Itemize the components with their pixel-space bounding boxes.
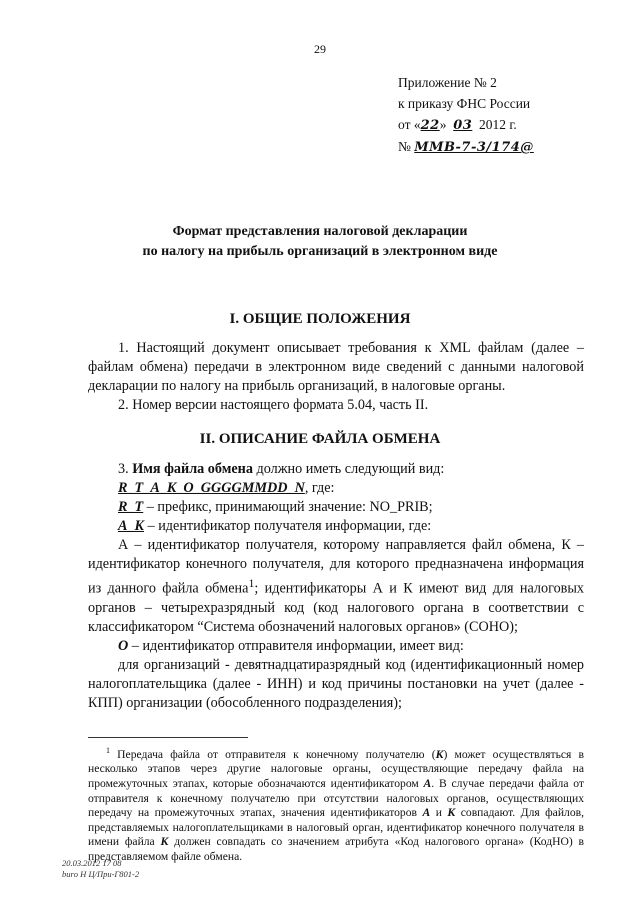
footnote-divider [88,737,248,738]
rt-definition [88,498,584,517]
appendix-date-line [398,114,534,136]
footnote-text [88,744,584,865]
date-year: 2012 г. [479,117,517,132]
a-text-2: ; идентификаторы А и К имеют вид для налоговых органов – четырехразрядный код (код налогового органа в соответствии с классификатором “Система обозначений налоговых органов» (СОНО); [88,580,584,635]
p3-bold-term: Имя файла обмена [132,461,253,477]
stamp-line-2: bиrо Н Ц/При-Г801-2 [62,869,140,879]
rt-code: R_T [118,499,144,515]
footnote-k: К [447,806,456,820]
handwritten-day: 22 [420,118,440,133]
p3-number: 3. [118,461,133,477]
stamp-line-1: 20.03.2012 17 08 [62,858,122,868]
number-prefix: № [398,139,411,154]
title-line-1: Формат представления налоговой декларации [172,224,468,239]
footnote-k: К [435,747,444,761]
footnote-part: и [430,806,448,820]
footnote-part: должен совпадать со значением атрибута «Код налогового органа» (КодНО) в представляемом файле обмена. [88,835,584,864]
footnote-k: К [160,835,169,849]
footnote-part: совпадают. Для файлов, представляемых налогоплательщиками в налоговый орган, идентификатор конечного получателя в имени файла [88,806,584,849]
rt-text: – префикс, принимающий значение: NO_PRIB; [143,499,433,515]
appendix-line: Приложение № 2 [398,75,497,90]
section-2-heading: II. ОПИСАНИЕ ФАЙЛА ОБМЕНА [199,431,441,447]
paragraph-3 [88,460,584,479]
a-k-description [88,536,584,637]
ak-definition [88,517,584,536]
footnote-part: Передача файла от отправителя к конечному получателю ( [110,747,436,761]
appendix-order-line: к приказу ФНС России [398,96,531,111]
o-text: – идентификатор отправителя информации, имеет вид: [128,637,464,654]
pattern-tail: , где: [304,480,335,496]
handwritten-month: 03 [453,118,473,133]
footnote [88,744,584,865]
print-stamp [62,858,139,880]
ak-text: – идентификатор получателя информации, где: [144,518,432,534]
filename-pattern: R_T_A_K_O_GGGGMMDD_N [118,480,305,496]
date-prefix: от « [398,117,421,132]
handwritten-order-number: ММВ-7-3/174@ [414,140,534,155]
document-title [0,222,640,262]
footnote-mark: 1 [106,746,110,755]
section-1-heading: I. ОБЩИЕ ПОЛОЖЕНИЯ [229,311,411,327]
ak-code: A_K [118,518,145,534]
footnote-part: ) может осуществляться в несколько этапов через другие налоговые органы, осуществляющие передачу файла на промежуточных этапах, которые обозначаются идентификатором [88,747,584,791]
a-text-1: А – идентификатор получателя, которому направляется файл обмена, К – идентификатор конечного получателя, для которого предназначена информация из данного файла обмена [88,537,584,597]
date-mid: » [439,117,447,132]
p3-rest: должно иметь следующий вид: [252,461,445,477]
o-code: O [118,637,129,654]
footnote-part: . В случае передачи файла от отправителя к конечному получателю при отсутствии налоговых органов, осуществляющих передачу на промежуточных этапах, значения идентификаторов [88,777,584,820]
section-1-body [88,339,584,415]
footnote-a: А [422,806,431,820]
o-definition [88,637,584,656]
org-description: для организаций - девятнадцатиразрядный код (идентификационный номер налогоплательщика (далее - ИНН) и код причины постановки на учет (далее - КПП) организации (обособленного подразделения); [88,656,584,711]
filename-pattern-line [88,479,584,498]
footnote-ref: 1 [248,576,255,590]
section-2-body [88,460,584,713]
title-line-2: по налогу на прибыль организаций в электронном виде [142,244,498,259]
appendix-number-line [398,136,534,158]
footnote-a: А [423,777,432,791]
page-number: 29 [314,42,326,56]
appendix-block [398,72,534,158]
paragraph-1: 1. Настоящий документ описывает требования к XML файлам (далее – файлам обмена) передачи в электронном виде сведений с данными налоговой декларации по налогу на прибыль организаций, в налоговые органы. [88,340,584,394]
paragraph-2: 2. Номер версии настоящего формата 5.04, часть II. [118,397,429,413]
